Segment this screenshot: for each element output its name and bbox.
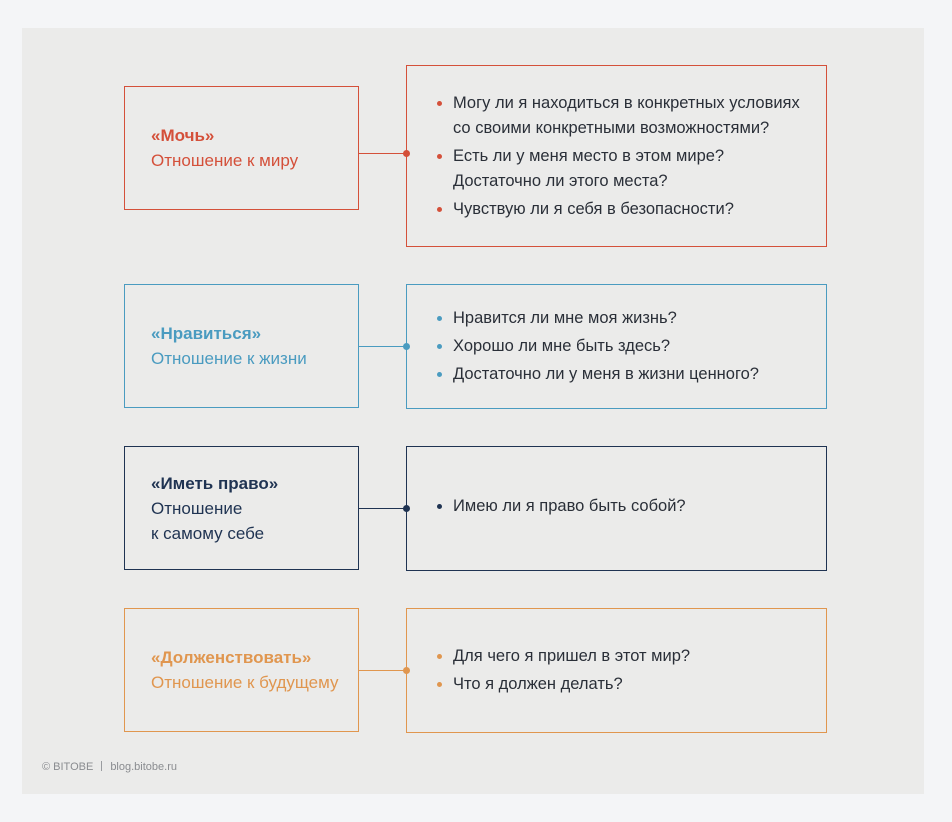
question-text: Достаточно ли у меня в жизни ценного? <box>453 365 759 383</box>
category-box <box>124 446 359 570</box>
site-link[interactable]: blog.bitobe.ru <box>110 761 177 773</box>
connector-line <box>359 346 406 347</box>
bullet-icon <box>437 372 442 377</box>
questions-list <box>437 303 810 390</box>
category-title: «Иметь право» <box>151 473 279 493</box>
question-item <box>437 362 810 387</box>
questions-list <box>437 641 810 700</box>
footer-divider <box>101 761 102 771</box>
bullet-icon <box>437 154 442 159</box>
question-text: Для чего я пришел в этот мир? <box>453 647 691 665</box>
questions-box <box>406 608 827 733</box>
category-box <box>124 284 359 408</box>
category-subtitle: к самому себе <box>151 523 265 543</box>
connector-line <box>359 153 406 154</box>
category-title: «Нравиться» <box>151 324 262 343</box>
bullet-icon <box>437 504 442 509</box>
question-text: Хорошо ли мне быть здесь? <box>453 337 671 355</box>
bullet-icon <box>437 101 442 106</box>
category-subtitle: Отношение к миру <box>151 151 299 170</box>
question-item <box>437 334 810 359</box>
question-item <box>437 306 810 331</box>
category-subtitle: Отношение к будущему <box>151 673 339 692</box>
questions-box <box>406 446 827 571</box>
bullet-icon <box>437 344 442 349</box>
question-text: Что я должен делать? <box>453 675 623 693</box>
question-item <box>437 144 810 194</box>
question-text: Могу ли я находиться в конкретных условиях со своими конкретными возможностями? <box>453 93 800 137</box>
bullet-icon <box>437 207 442 212</box>
bullet-icon <box>437 316 442 321</box>
category-subtitle: Отношение <box>151 498 243 518</box>
diagram-canvas <box>22 28 924 794</box>
connector-line <box>359 670 406 671</box>
questions-box <box>406 284 827 409</box>
question-item <box>437 494 810 519</box>
question-item <box>437 91 810 141</box>
questions-box <box>406 65 827 247</box>
category-box <box>124 86 359 210</box>
question-text: Есть ли у меня место в этом мире? Достаточно ли этого места? <box>453 146 725 190</box>
connector-line <box>359 508 406 509</box>
question-item <box>437 197 810 222</box>
copyright-text: © BITOBE <box>42 761 94 773</box>
category-box <box>124 608 359 732</box>
question-item <box>437 672 810 697</box>
question-text: Имею ли я право быть собой? <box>453 497 686 515</box>
question-item <box>437 644 810 669</box>
questions-list <box>437 88 810 225</box>
category-title: «Мочь» <box>151 126 215 145</box>
bullet-icon <box>437 654 442 659</box>
bullet-icon <box>437 682 442 687</box>
question-text: Нравится ли мне моя жизнь? <box>453 309 677 327</box>
category-subtitle: Отношение к жизни <box>151 349 307 368</box>
category-title: «Долженствовать» <box>151 648 312 667</box>
footer <box>42 761 177 773</box>
question-text: Чувствую ли я себя в безопасности? <box>453 199 734 218</box>
questions-list <box>437 491 810 522</box>
